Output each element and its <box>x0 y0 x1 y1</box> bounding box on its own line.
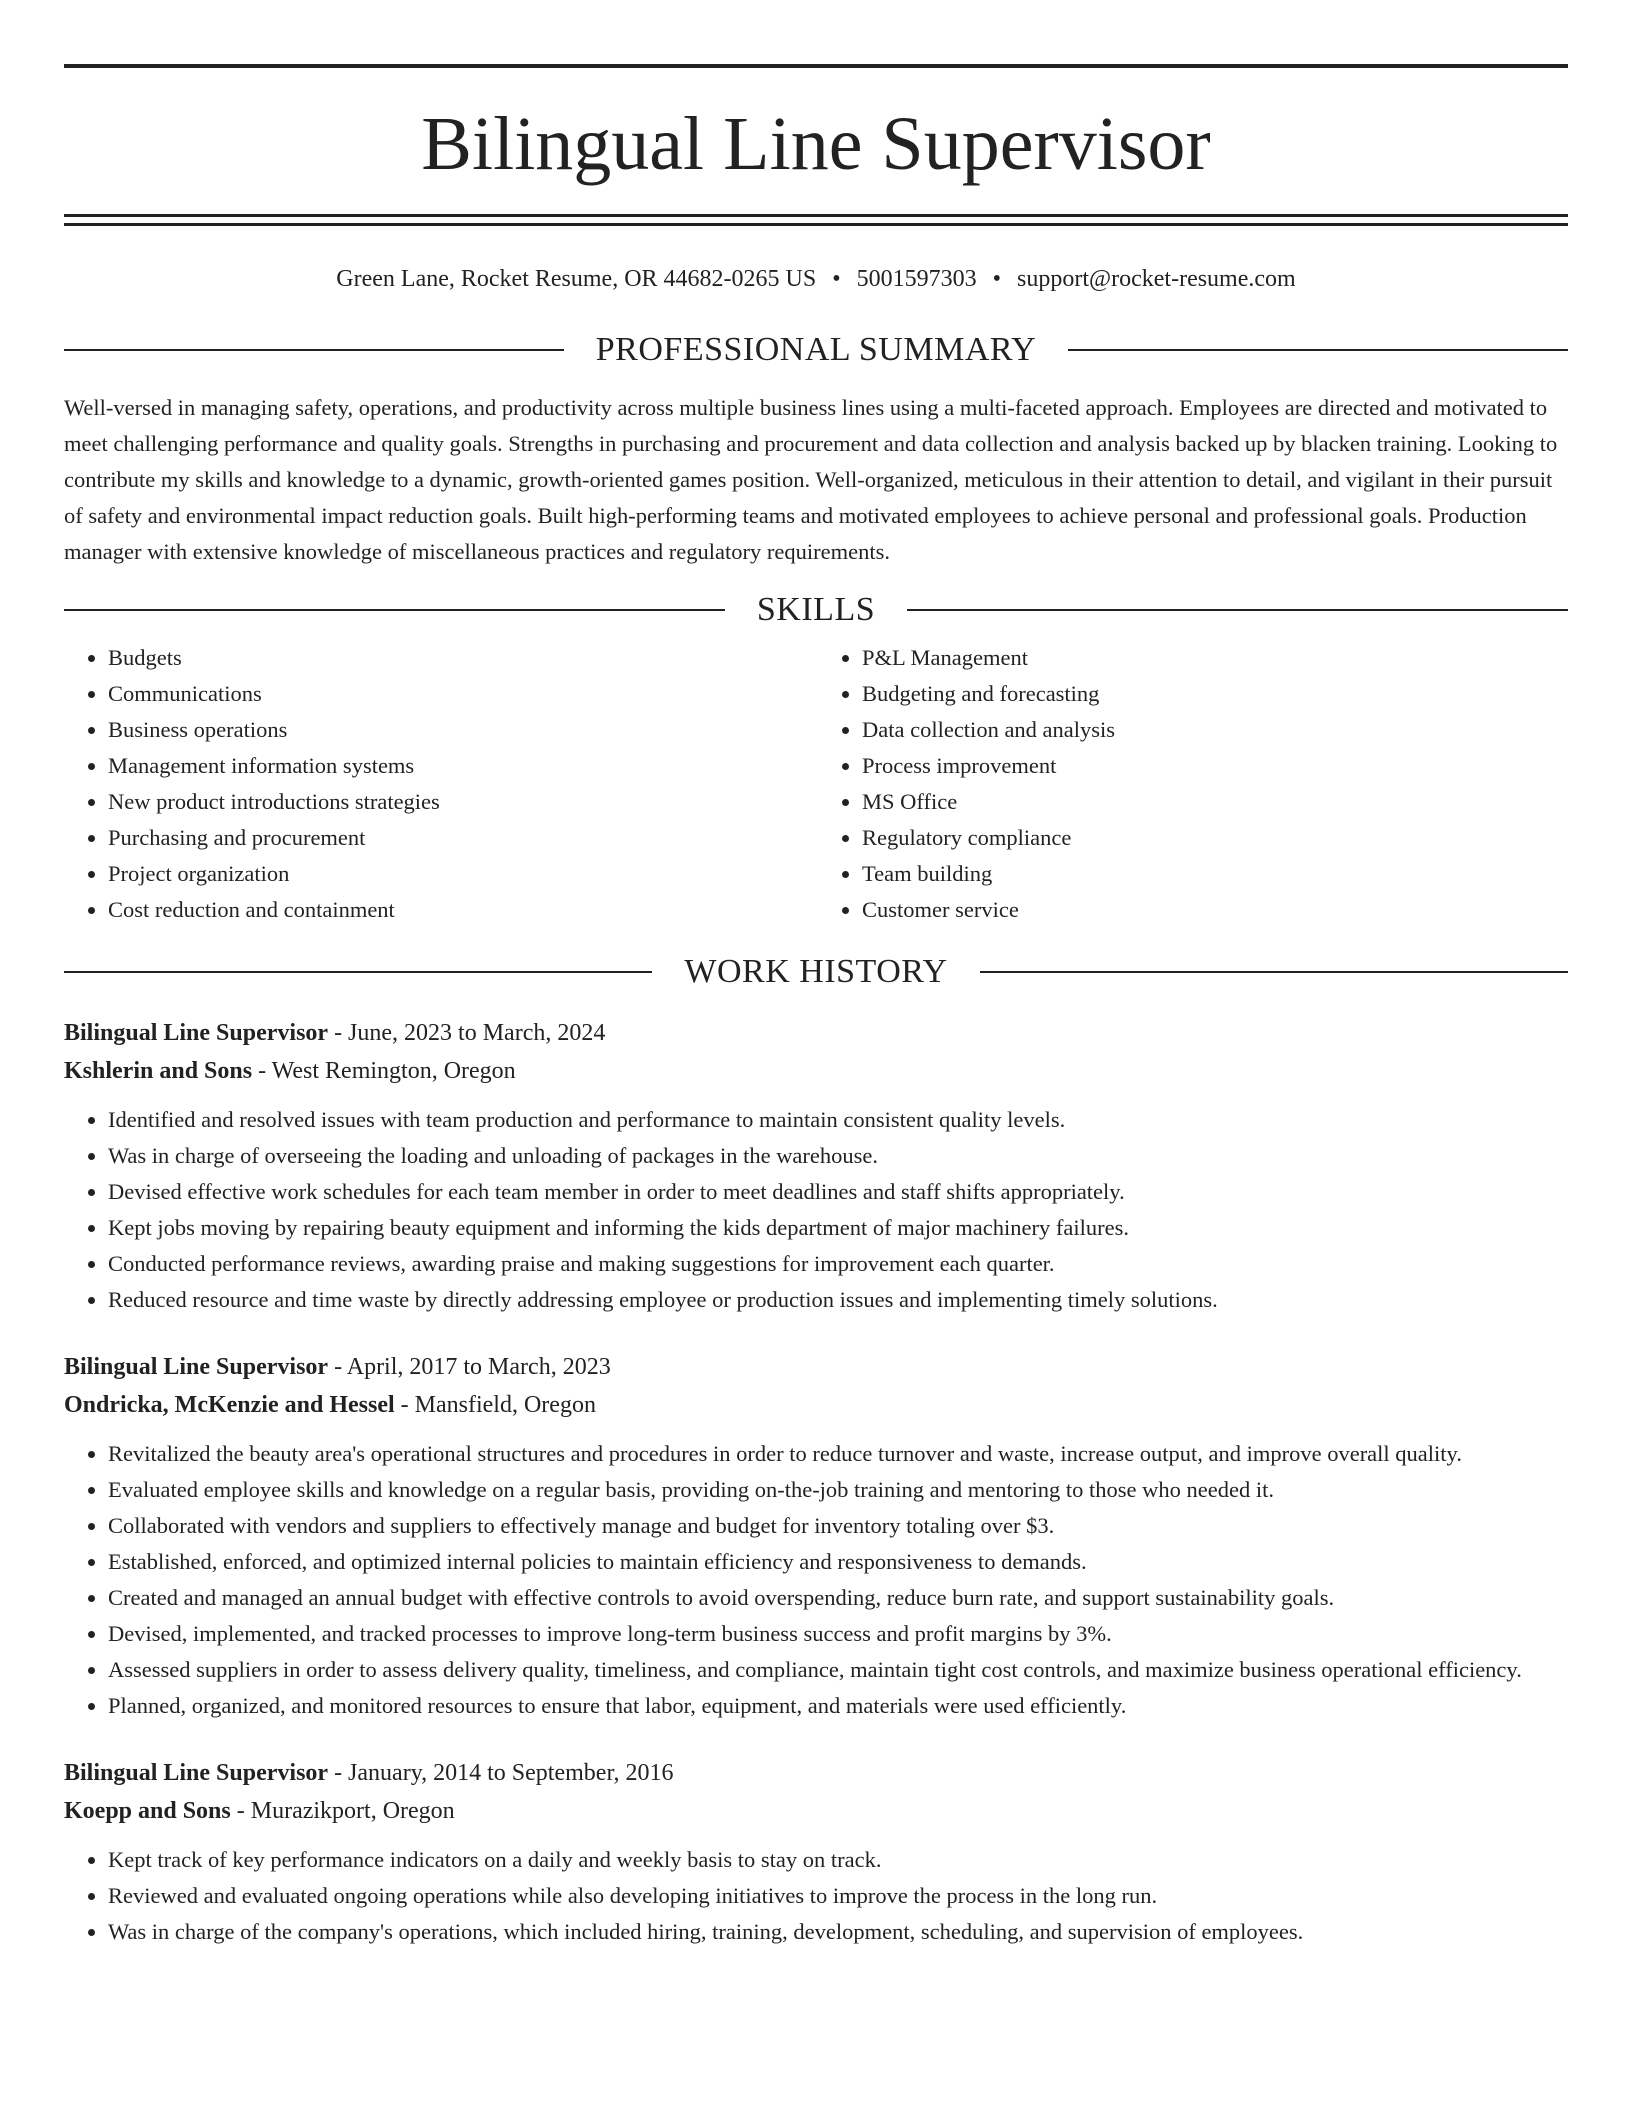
job-bullet: • Was in charge of overseeing the loading and unloading of packages in the warehouse. <box>108 1138 1568 1174</box>
skill-item: • Regulatory compliance <box>862 820 1548 856</box>
job-bullet: • Devised, implemented, and tracked processes to improve long-term business success and profit margins by 3%. <box>108 1616 1568 1652</box>
job-title-line <box>64 1754 1568 1792</box>
title-double-rule <box>64 214 1568 226</box>
section-rule-right <box>1068 349 1568 351</box>
summary-text: Well-versed in managing safety, operations, and productivity across multiple business lines using a multi-faceted approach. Employees are directed and motivated to meet challenging performance and quality goals. Strengths in purchasing and procurement and data collection and analysis backed up by blacken training. Looking to contribute my skills and knowledge to a dynamic, growth-oriented games position. Well-organized, meticulous in their attention to detail, and vigilant in their pursuit of safety and environmental impact reduction goals. Built high-performing teams and motivated employees to achieve personal and professional goals. Production manager with extensive knowledge of miscellaneous practices and regulatory requirements. <box>64 395 1558 564</box>
job-bullet: • Was in charge of the company's operations, which included hiring, training, development, scheduling, and supervision of employees. <box>108 1914 1568 1950</box>
contact-line <box>64 264 1568 294</box>
job-title-line <box>64 1348 1568 1386</box>
job-title: Bilingual Line Supervisor <box>64 1354 329 1380</box>
contact-phone: 5001597303 <box>856 266 977 292</box>
job-dates: - April, 2017 to March, 2023 <box>328 1354 611 1380</box>
job-title: Bilingual Line Supervisor <box>64 1020 329 1046</box>
skill-item: • P&L Management <box>862 640 1548 676</box>
contact-separator: • <box>832 266 841 292</box>
job-bullet: • Created and managed an annual budget with effective controls to avoid overspending, reduce burn rate, and support sustainability goals. <box>108 1580 1568 1616</box>
job-company-line <box>64 1052 1568 1090</box>
resume-page <box>64 64 1568 1950</box>
skill-item: • Communications <box>108 676 806 712</box>
summary-heading: PROFESSIONAL SUMMARY <box>595 331 1037 368</box>
job-company-line <box>64 1386 1568 1424</box>
skill-item: • Management information systems <box>108 748 806 784</box>
job-bullet: • Planned, organized, and monitored resources to ensure that labor, equipment, and materials were used efficiently. <box>108 1688 1568 1724</box>
contact-address: Green Lane, Rocket Resume, OR 44682-0265 US <box>336 266 817 292</box>
resume-title: Bilingual Line Supervisor <box>421 102 1211 186</box>
contact-separator: • <box>992 266 1002 292</box>
job-entry <box>64 1014 1568 1318</box>
summary-section-header <box>64 330 1568 370</box>
job-bullet: • Assessed suppliers in order to assess delivery quality, timeliness, and compliance, maintain tight cost controls, and maximize business operational efficiency. <box>108 1652 1568 1688</box>
skills-list-right <box>806 640 1548 928</box>
skill-item: • Project organization <box>108 856 806 892</box>
job-entry <box>64 1348 1568 1724</box>
skill-item: • MS Office <box>862 784 1548 820</box>
job-bullets <box>64 1842 1568 1950</box>
job-bullets <box>64 1102 1568 1318</box>
skill-item: • New product introductions strategies <box>108 784 806 820</box>
work-section-header <box>64 952 1568 992</box>
section-rule-right <box>980 971 1568 973</box>
job-bullet: • Kept track of key performance indicators on a daily and weekly basis to stay on track. <box>108 1842 1568 1878</box>
skill-item: • Team building <box>862 856 1548 892</box>
skills-columns <box>64 640 1568 928</box>
skill-item: • Data collection and analysis <box>862 712 1548 748</box>
job-title-line <box>64 1014 1568 1052</box>
job-bullet: • Established, enforced, and optimized internal policies to maintain efficiency and responsiveness to demands. <box>108 1544 1568 1580</box>
job-title: Bilingual Line Supervisor <box>64 1760 329 1786</box>
job-location: - Murazikport, Oregon <box>230 1798 455 1824</box>
top-rule <box>64 64 1568 68</box>
skill-item: • Customer service <box>862 892 1548 928</box>
skill-item: • Purchasing and procurement <box>108 820 806 856</box>
job-bullet: • Conducted performance reviews, awarding praise and making suggestions for improvement each quarter. <box>108 1246 1568 1282</box>
job-location: - West Remington, Oregon <box>252 1058 516 1084</box>
skills-list-left <box>64 640 806 928</box>
skill-item: • Budgets <box>108 640 806 676</box>
job-bullet: • Collaborated with vendors and suppliers to effectively manage and budget for inventory totaling over $3. <box>108 1508 1568 1544</box>
job-bullet: • Reviewed and evaluated ongoing operations while also developing initiatives to improve the process in the long run. <box>108 1878 1568 1914</box>
job-entry <box>64 1754 1568 1950</box>
job-company: Kshlerin and Sons <box>64 1058 253 1084</box>
job-location: - Mansfield, Oregon <box>394 1392 596 1418</box>
section-rule-left <box>64 609 725 611</box>
job-bullet: • Kept jobs moving by repairing beauty equipment and informing the kids department of major machinery failures. <box>108 1210 1568 1246</box>
job-dates: - January, 2014 to September, 2016 <box>328 1760 674 1786</box>
job-bullet: • Revitalized the beauty area's operational structures and procedures in order to reduce turnover and waste, increase output, and improve overall quality. <box>108 1436 1568 1472</box>
job-bullet: • Evaluated employee skills and knowledge on a regular basis, providing on-the-job training and mentoring to those who needed it. <box>108 1472 1568 1508</box>
section-rule-left <box>64 349 564 351</box>
job-company: Koepp and Sons <box>64 1798 231 1824</box>
job-bullet: • Devised effective work schedules for each team member in order to meet deadlines and staff shifts appropriately. <box>108 1174 1568 1210</box>
job-company: Ondricka, McKenzie and Hessel <box>64 1392 395 1418</box>
work-heading: WORK HISTORY <box>684 953 948 990</box>
section-rule-left <box>64 971 652 973</box>
skill-item: • Process improvement <box>862 748 1548 784</box>
job-bullets <box>64 1436 1568 1724</box>
job-bullet: • Reduced resource and time waste by directly addressing employee or production issues and implementing timely solutions. <box>108 1282 1568 1318</box>
skill-item: • Cost reduction and containment <box>108 892 806 928</box>
skill-item: • Budgeting and forecasting <box>862 676 1548 712</box>
job-dates: - June, 2023 to March, 2024 <box>328 1020 606 1046</box>
contact-email: support@rocket-resume.com <box>1017 266 1296 292</box>
skill-item: • Business operations <box>108 712 806 748</box>
section-rule-right <box>907 609 1568 611</box>
job-bullet: • Identified and resolved issues with team production and performance to maintain consistent quality levels. <box>108 1102 1568 1138</box>
skills-section-header <box>64 590 1568 630</box>
job-company-line <box>64 1792 1568 1830</box>
skills-heading: SKILLS <box>756 591 876 628</box>
